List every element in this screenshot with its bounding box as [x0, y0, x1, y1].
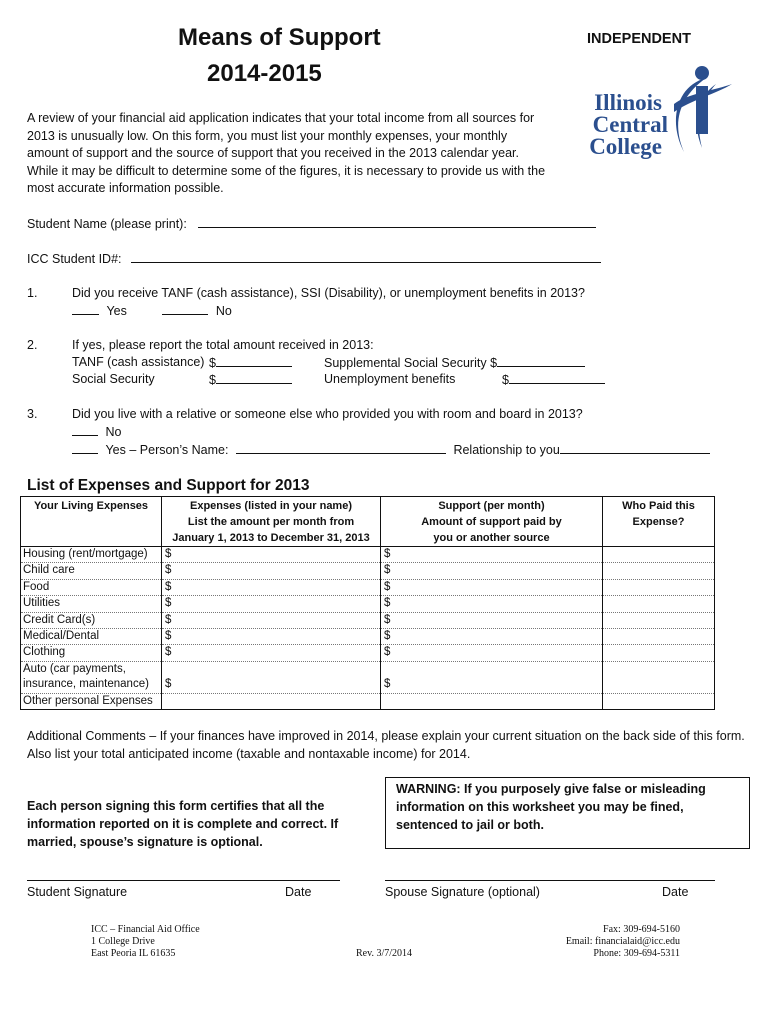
expense-label: Credit Card(s)	[21, 612, 162, 628]
col-living-expenses: Your Living Expenses	[21, 497, 162, 547]
expense-label: Clothing	[21, 645, 162, 661]
question-3-text: Did you live with a relative or someone else who provided you with room and board in 2013?	[72, 407, 583, 421]
dollar-sign: $	[209, 356, 216, 370]
expenses-table	[20, 496, 715, 710]
student-name-row	[27, 215, 596, 234]
expense-amount-cell[interactable]: $	[162, 629, 381, 645]
q1-yes-input[interactable]	[72, 302, 99, 315]
who-paid-cell[interactable]	[603, 563, 715, 579]
question-1-options	[72, 302, 232, 321]
expense-amount-cell[interactable]: $	[162, 596, 381, 612]
footer-revision: Rev. 3/7/2014	[356, 948, 413, 959]
expense-label: Child care	[21, 563, 162, 579]
footer-phone: Phone: 309-694-5311	[593, 948, 680, 959]
footer-email: Email: financialaid@icc.edu	[565, 936, 680, 947]
support-amount-cell[interactable]: $	[381, 547, 603, 563]
q3-no-label: No	[105, 425, 122, 439]
ssi-row	[324, 354, 585, 373]
support-amount-cell[interactable]: $	[381, 612, 603, 628]
footer-street: 1 College Drive	[91, 936, 155, 947]
student-id-label: ICC Student ID#:	[27, 252, 122, 266]
table-row	[21, 661, 715, 693]
warning-box	[385, 777, 750, 849]
form-title: Means of Support	[178, 24, 381, 51]
who-paid-cell[interactable]	[603, 547, 715, 563]
dollar-sign: $	[502, 373, 509, 387]
social-security-label: Social Security	[72, 372, 155, 386]
expense-amount-cell[interactable]: $	[162, 645, 381, 661]
col-support-amount: Support (per month) Amount of support paid by you or another source	[381, 497, 603, 547]
social-security-input[interactable]	[216, 371, 292, 384]
support-amount-cell[interactable]	[381, 693, 603, 709]
expense-amount-cell[interactable]: $	[162, 563, 381, 579]
spouse-signature-label: Spouse Signature (optional)	[385, 885, 540, 899]
expense-label: Other personal Expenses	[21, 693, 162, 709]
table-row	[21, 547, 715, 563]
table-row	[21, 629, 715, 645]
social-security-amount	[209, 371, 292, 390]
form-year: 2014-2015	[207, 60, 322, 87]
q3-relationship-label: Relationship to you	[453, 443, 560, 457]
q3-person-name-input[interactable]	[236, 441, 446, 454]
expense-label: Medical/Dental	[21, 629, 162, 645]
q3-no-input[interactable]	[72, 423, 98, 436]
tanf-input[interactable]	[216, 354, 292, 367]
table-row	[21, 645, 715, 661]
who-paid-cell[interactable]	[603, 629, 715, 645]
spouse-signature-line[interactable]	[385, 880, 715, 881]
table-row	[21, 596, 715, 612]
who-paid-cell[interactable]	[603, 661, 715, 693]
intro-paragraph: A review of your financial aid application indicates that your total income from all sources for 2013 is unusually low. On this form, you must list your monthly expenses, your monthly amount of support and the source of support that you received in the 2013 calendar year. While it may be difficult to determine some of the figures, it is necessary to provide us with the most accurate information possible.	[27, 111, 546, 195]
tanf-label: TANF (cash assistance)	[72, 355, 205, 369]
question-2-number: 2.	[27, 338, 38, 352]
student-date-label: Date	[285, 885, 312, 899]
who-paid-cell[interactable]	[603, 579, 715, 595]
student-signature-label: Student Signature	[27, 885, 128, 899]
support-amount-cell[interactable]: $	[381, 645, 603, 661]
table-row	[21, 612, 715, 628]
who-paid-cell[interactable]	[603, 645, 715, 661]
expense-amount-cell[interactable]: $	[162, 661, 381, 693]
col-who-paid: Who Paid this Expense?	[603, 497, 715, 547]
footer-fax: Fax: 309-694-5160	[603, 924, 680, 935]
q1-no-label: No	[215, 304, 232, 318]
student-signature-line[interactable]	[27, 880, 340, 881]
expense-amount-cell[interactable]: $	[162, 579, 381, 595]
q3-yes-input[interactable]	[72, 441, 98, 454]
expense-label: Food	[21, 579, 162, 595]
table-row	[21, 579, 715, 595]
dollar-sign: $	[490, 356, 498, 370]
expenses-section-title: List of Expenses and Support for 2013	[27, 477, 310, 494]
who-paid-cell[interactable]	[603, 612, 715, 628]
q3-relationship-input[interactable]	[560, 441, 710, 454]
question-3-number: 3.	[27, 407, 38, 421]
student-name-label: Student Name (please print):	[27, 217, 187, 231]
logo-text-college: College	[589, 134, 662, 159]
expense-amount-cell[interactable]: $	[162, 612, 381, 628]
expense-label: Utilities	[21, 596, 162, 612]
q3-no-row	[72, 423, 121, 442]
logo-text-central: Central	[592, 112, 668, 137]
footer-contact	[520, 924, 680, 960]
q1-no-input[interactable]	[162, 302, 208, 315]
certification-text: Each person signing this form certifies that all the information reported on it is complete and correct. If married, spouse’s signature is optional.	[27, 799, 339, 849]
dollar-sign: $	[209, 373, 216, 387]
who-paid-cell[interactable]	[603, 596, 715, 612]
question-1-text: Did you receive TANF (cash assistance), SSI (Disability), or unemployment benefits in 2013?	[72, 286, 585, 300]
additional-comments: Additional Comments – If your finances have improved in 2014, please explain your current situation on the back side of this form. Also list your total anticipated income (taxable and nontaxable income) for 2014.	[27, 729, 745, 761]
expense-amount-cell[interactable]: $	[162, 547, 381, 563]
warning-text: WARNING: If you purposely give false or misleading information on this worksheet you may be fined, sentenced to jail or both.	[396, 782, 706, 832]
ssi-input[interactable]	[497, 354, 585, 367]
table-row	[21, 563, 715, 579]
expense-amount-cell[interactable]	[162, 693, 381, 709]
ssi-label: Supplemental Social Security	[324, 356, 487, 370]
q3-yes-label: Yes – Person’s Name:	[105, 443, 229, 457]
question-2-text: If yes, please report the total amount received in 2013:	[72, 338, 374, 352]
expenses-table-header	[21, 497, 715, 547]
q3-yes-row	[72, 441, 710, 460]
student-id-row	[27, 250, 601, 269]
student-name-input[interactable]	[198, 215, 596, 228]
table-row	[21, 693, 715, 709]
support-amount-cell[interactable]: $	[381, 629, 603, 645]
col-expenses-amount: Expenses (listed in your name) List the amount per month from January 1, 2013 to December 31, 2013	[162, 497, 381, 547]
support-amount-cell[interactable]: $	[381, 596, 603, 612]
spouse-date-label: Date	[662, 885, 689, 899]
status-label: INDEPENDENT	[587, 31, 691, 47]
student-id-input[interactable]	[131, 250, 601, 263]
unemployment-amount	[502, 371, 605, 390]
tanf-amount	[209, 354, 292, 373]
footer-address	[91, 924, 200, 960]
footer-city: East Peoria IL 61635	[91, 948, 176, 959]
support-amount-cell[interactable]: $	[381, 563, 603, 579]
unemployment-input[interactable]	[509, 371, 605, 384]
question-1-number: 1.	[27, 286, 38, 300]
footer-office: ICC – Financial Aid Office	[91, 924, 200, 935]
q1-yes-label: Yes	[106, 304, 127, 318]
logo-text-illinois: Illinois	[594, 90, 662, 115]
support-amount-cell[interactable]: $	[381, 661, 603, 693]
who-paid-cell[interactable]	[603, 693, 715, 709]
expense-label-auto: Auto (car payments, insurance, maintenance)	[21, 661, 162, 693]
support-amount-cell[interactable]: $	[381, 579, 603, 595]
unemployment-label: Unemployment benefits	[324, 372, 456, 386]
expense-label: Housing (rent/mortgage)	[21, 547, 162, 563]
